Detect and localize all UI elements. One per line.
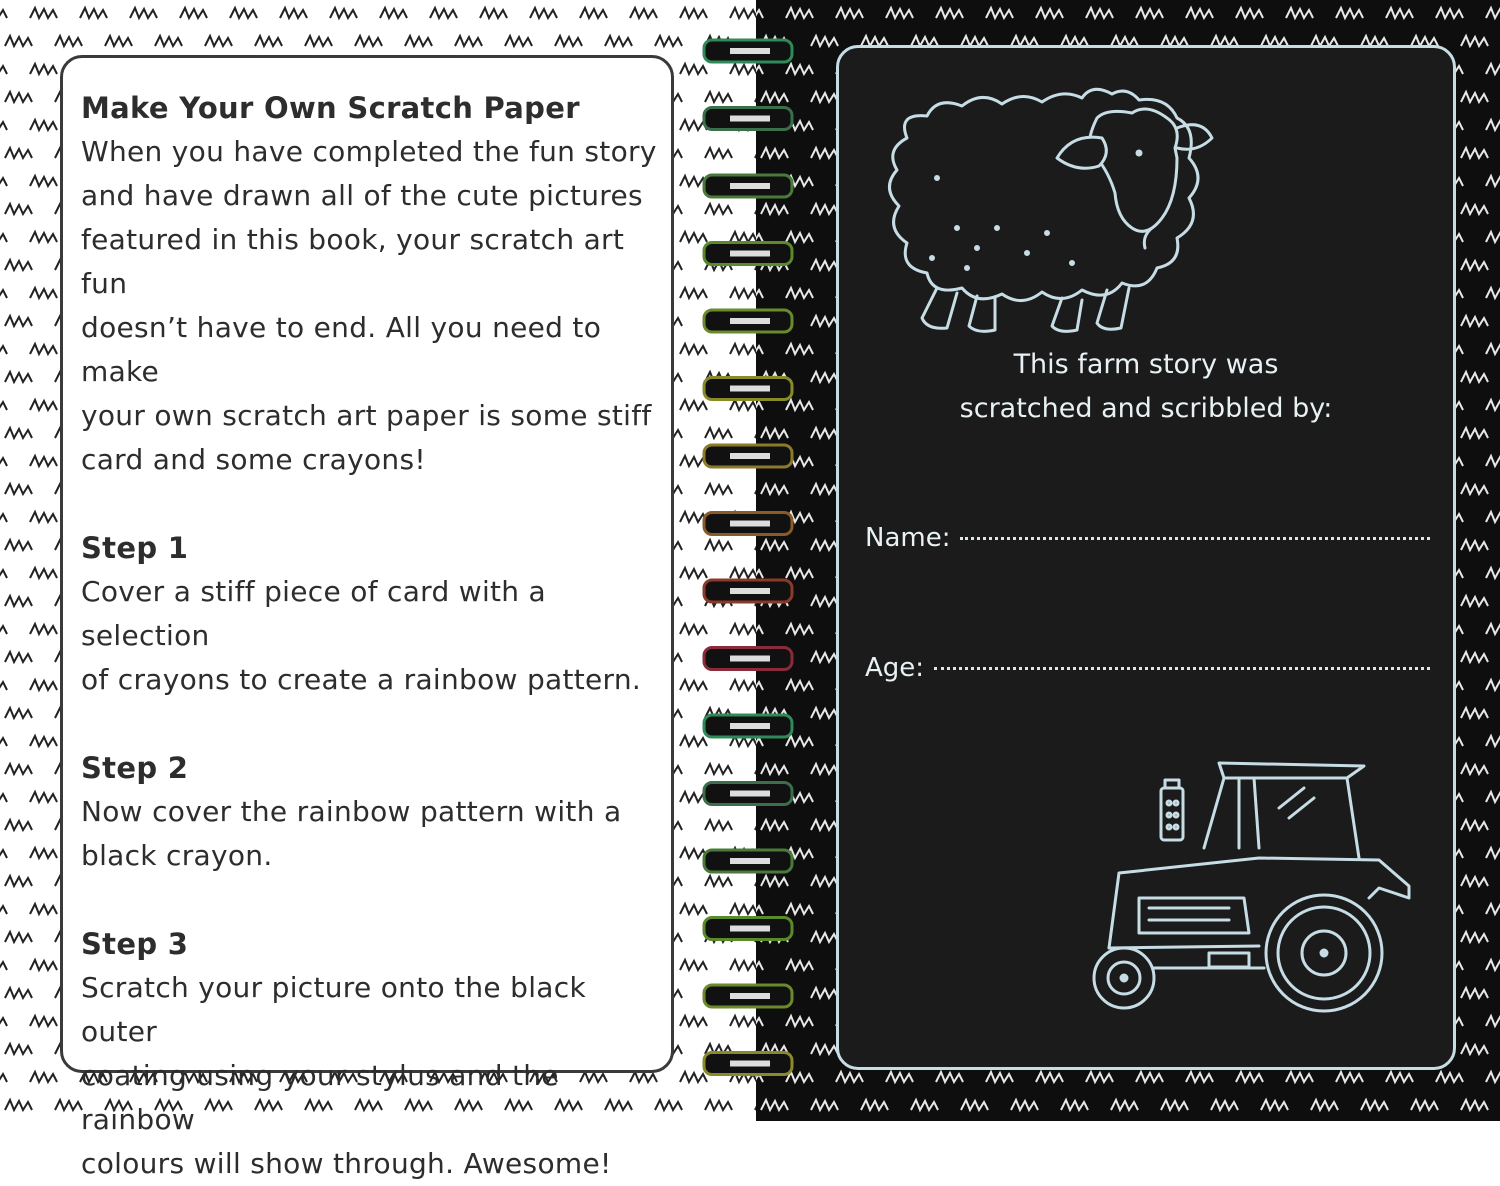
tractor-illustration xyxy=(1079,748,1429,1018)
sheep-illustration xyxy=(877,78,1227,338)
spiral-ring xyxy=(704,985,792,1007)
name-field xyxy=(865,523,1430,553)
name-label: Name: xyxy=(865,523,951,553)
scratch-card xyxy=(836,45,1456,1070)
spiral-ring xyxy=(704,1053,792,1075)
caption-line: scratched and scribbled by: xyxy=(959,393,1333,424)
step-line: black crayon. xyxy=(81,839,273,872)
caption-line: This farm story was xyxy=(1013,349,1279,380)
step-line: Cover a stiff piece of card with a selection xyxy=(81,575,547,652)
spiral-ring xyxy=(704,310,792,332)
spiral-ring xyxy=(704,378,792,400)
step-line: Scratch your picture onto the black outer xyxy=(81,971,586,1048)
step-line: Now cover the rainbow pattern with a xyxy=(81,795,622,828)
spiral-ring xyxy=(704,783,792,805)
step-heading: Step 3 xyxy=(81,927,189,961)
spiral-ring xyxy=(704,108,792,130)
step-line: colours will show through. Awesome! xyxy=(81,1147,612,1180)
spiral-ring xyxy=(704,918,792,940)
spiral-ring xyxy=(704,513,792,535)
intro-line: and have drawn all of the cute pictures xyxy=(81,179,643,212)
step-heading: Step 2 xyxy=(81,751,189,785)
spiral-ring xyxy=(704,580,792,602)
step-line: of crayons to create a rainbow pattern. xyxy=(81,663,642,696)
step-line: coating using your stylus and the rainbow xyxy=(81,1059,559,1136)
intro-line: card and some crayons! xyxy=(81,443,426,476)
step-heading: Step 1 xyxy=(81,531,189,565)
spiral-ring xyxy=(704,243,792,265)
spiral-ring xyxy=(704,175,792,197)
instructions-card xyxy=(60,55,674,1180)
age-field xyxy=(865,653,1430,683)
name-dotted-line xyxy=(960,537,1430,540)
spiral-ring xyxy=(704,40,792,62)
intro-line: doesn’t have to end. All you need to make xyxy=(81,311,602,388)
intro-line: your own scratch art paper is some stiff xyxy=(81,399,652,432)
intro-line: When you have completed the fun story xyxy=(81,135,657,168)
spiral-ring xyxy=(704,850,792,872)
intro-line: featured in this book, your scratch art fun xyxy=(81,223,625,300)
age-dotted-line xyxy=(934,667,1430,670)
spiral-binding xyxy=(700,30,800,1090)
spiral-ring xyxy=(704,445,792,467)
spiral-ring xyxy=(704,648,792,670)
page-title: Make Your Own Scratch Paper xyxy=(81,91,580,125)
spiral-ring xyxy=(704,715,792,737)
age-label: Age: xyxy=(865,653,925,683)
